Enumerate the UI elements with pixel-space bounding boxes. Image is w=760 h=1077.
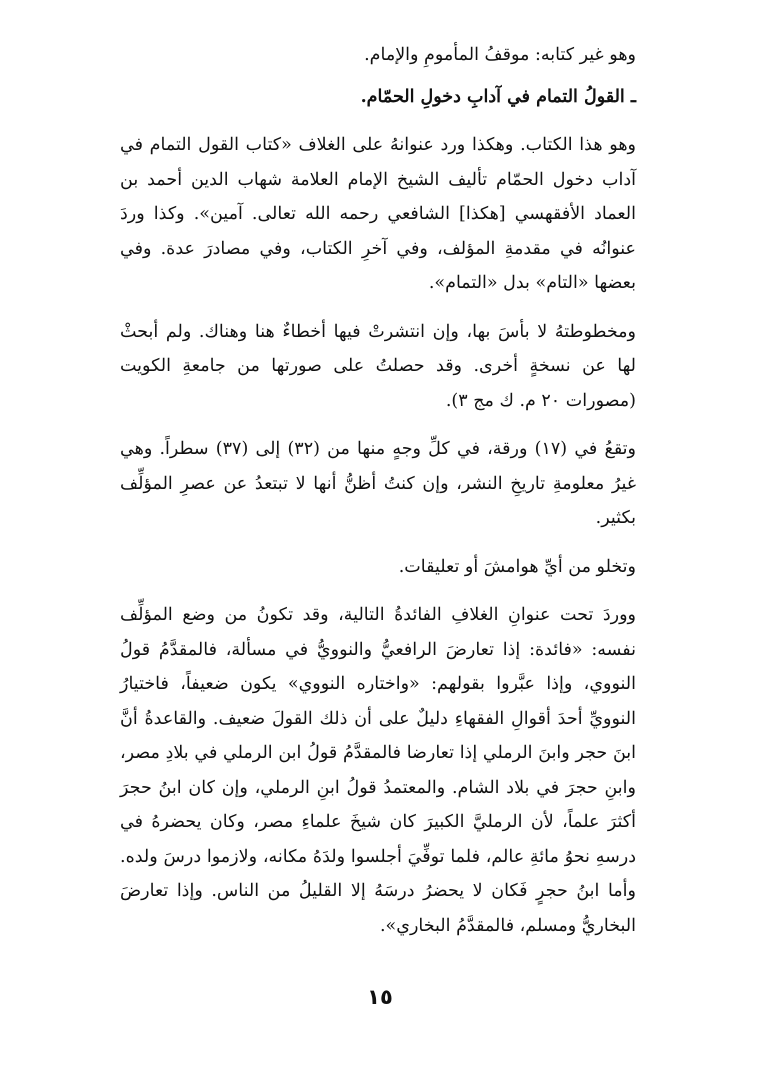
section-heading: ـ القولُ التمام في آدابِ دخولِ الحمّام. <box>360 87 636 107</box>
paragraph-folios: وتقعُ في (١٧) ورقة، في كلِّ وجهٍ منها من (٣٢) إلى (٣٧) سطراً. وهي غيرُ معلومةِ تاريخِ النشر، وإن كنتُ أظنُّ أنها لا تبتعدُ عن عصرِ المؤلِّف بكثير. <box>120 439 636 528</box>
spacer <box>120 536 636 550</box>
paragraph-manuscript: ومخطوطتهُ لا بأسَ بها، وإن انتشرتْ فيها أخطاءٌ هنا وهناك. ولم أبحثْ لها عن نسخةٍ أخرى. وقد حصلتُ على صورتها من جامعةِ الكويت (مصورات ٢٠ م. ك مج ٣). <box>120 321 636 411</box>
spacer <box>120 301 636 315</box>
page-number: ١٥ <box>367 985 393 1009</box>
paragraph-cover-note: ووردَ تحت عنوانِ الغلافِ الفائدةُ التالية، وقد تكونُ من وضع المؤلِّف نفسه: «فائدة: إذا تعارضَ الرافعيُّ والنوويُّ في مسألة، فالمقدَّمُ قولُ النووي، وإذا عبَّروا بقولهم: «واختاره النووي» يكون ضعيفاً، فاختيارُ النوويِّ أحدَ أقوالِ الفقهاءِ دليلٌ على أن ذلك القولَ ضعيف. والقاعدةُ أنَّ ابنَ حجر وابنَ الرملي إذا تعارضا فالمقدَّمُ قولُ ابن الرملي في بلادِ مصر، وابنِ حجرَ في بلاد الشام. والمعتمدُ قولُ ابنِ الرملي، وإن كان ابنُ حجرَ أكثرَ علماً، لأن الرمليَّ الكبيرَ كان شيخَ علماءِ مصر، وكان يحضرهُ في درسهِ نحوُ مائةِ عالم، فلما توفِّيَ أجلسوا ولدَهُ مكانه، ولازموا درسَ ولده. وأما ابنُ حجرٍ فَكان لا يحضرُ درسَهُ إلا القليلُ من الناس. وإذا تعارضَ البخاريُّ ومسلم، فالمقدَّمُ البخاري». <box>120 605 636 936</box>
spacer <box>120 584 636 598</box>
spacer <box>120 114 636 128</box>
spacer <box>120 418 636 432</box>
paragraph-title-description: وهو هذا الكتاب. وهكذا ورد عنوانهُ على الغلاف «كتاب القول التمام في آداب دخول الحمّام تأليف الشيخ الإمام العلامة شهاب الدين أحمد بن العماد الأفقهسي [هكذا] الشافعي رحمه الله تعالى. آمين». وكذا وردَ عنوانُه في مقدمةِ المؤلف، وفي آخرِ الكتاب، وفي مصادرَ عدة. وفي بعضها «التام» بدل «التمام». <box>120 135 636 293</box>
paragraph-no-margins: وتخلو من أيِّ هوامشَ أو تعليقات. <box>398 556 636 577</box>
document-page <box>120 38 636 1077</box>
intro-line: وهو غير كتابه: موقفُ المأمومِ والإمام. <box>364 45 636 65</box>
